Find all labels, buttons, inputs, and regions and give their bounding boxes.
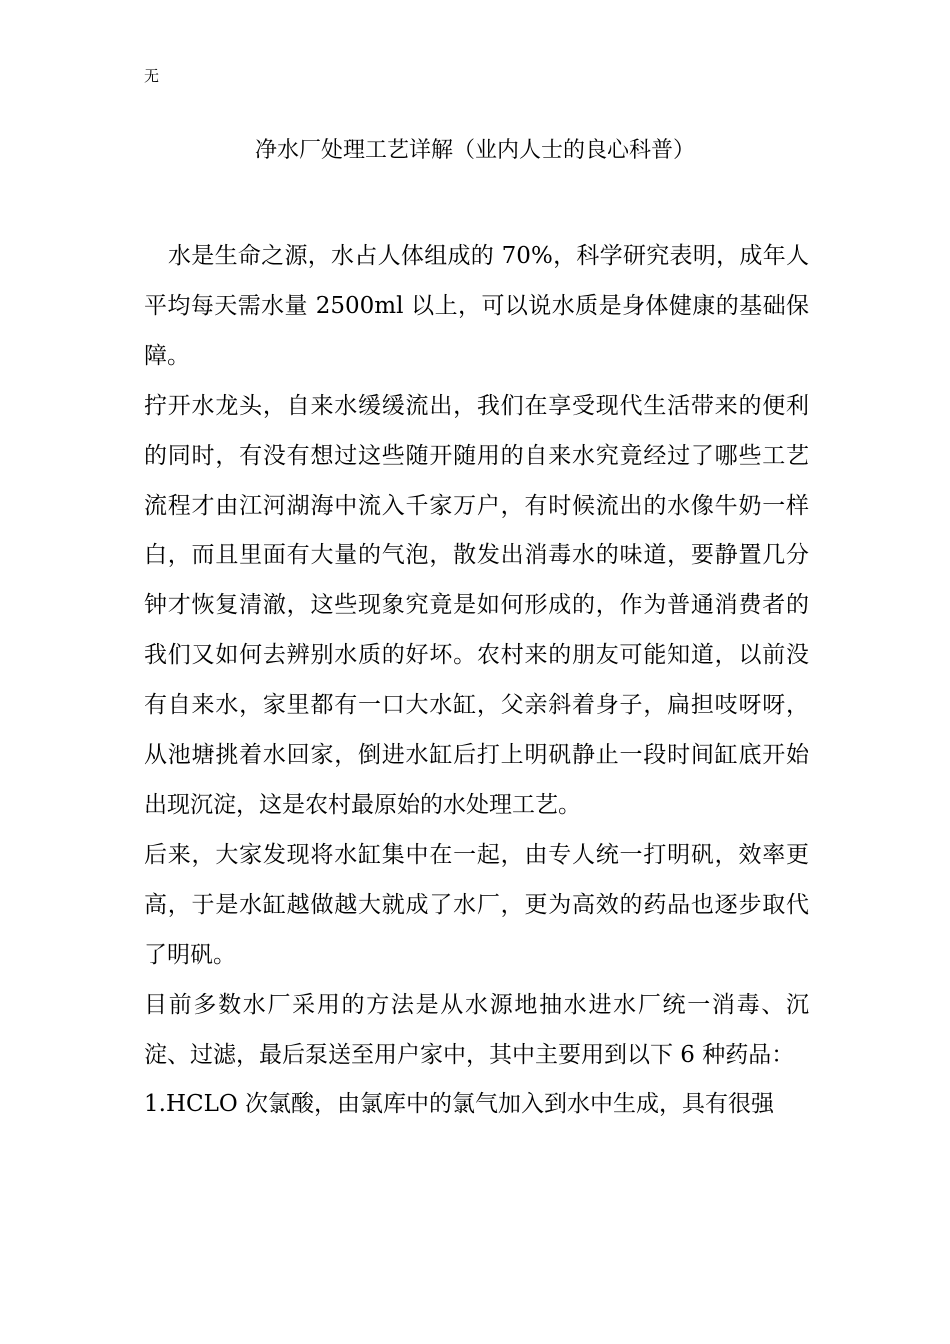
paragraph-tap-water: 拧开水龙头，自来水缓缓流出，我们在享受现代生活带来的便利的同时，有没有想过这些随开随用的自来水究竟经过了哪些工艺流程才由江河湖海中流入千家万户，有时候流出的水像牛奶一样白，而且里面有大量的气泡，散发出消毒水的味道，要静置几分钟才恢复清澈，这些现象究竟是如何形成的，作为普通消费者的我们又如何去辨别水质的好坏。农村来的朋友可能知道，以前没有自来水，家里都有一口大水缸，父亲斜着身子，扁担吱呀呀，从池塘挑着水回家，倒进水缸后打上明矾静止一段时间缸底开始出现沉淀，这是农村最原始的水处理工艺。 (144, 392, 809, 818)
document-title: 净水厂处理工艺详解（业内人士的良心科普） (254, 138, 695, 163)
paragraph-intro: 水是生命之源，水占人体组成的 70%，科学研究表明，成年人平均每天需水量 2500ml 以上，可以说水质是身体健康的基础保障。 (144, 243, 809, 369)
paragraph-list-item-1: 1.HCLO 次氯酸，由氯库中的氯气加入到水中生成，具有很强 (144, 1091, 775, 1118)
paragraph-water-plant: 后来，大家发现将水缸集中在一起，由专人统一打明矾，效率更高，于是水缸越做越大就成了水厂，更为高效的药品也逐步取代了明矾。 (144, 841, 809, 968)
document-body (144, 232, 809, 1130)
paragraph-process: 目前多数水厂采用的方法是从水源地抽水进水厂统一消毒、沉淀、过滤，最后泵送至用户家中，其中主要用到以下 6 种药品： (144, 991, 809, 1068)
page-header: 无 (144, 67, 160, 85)
